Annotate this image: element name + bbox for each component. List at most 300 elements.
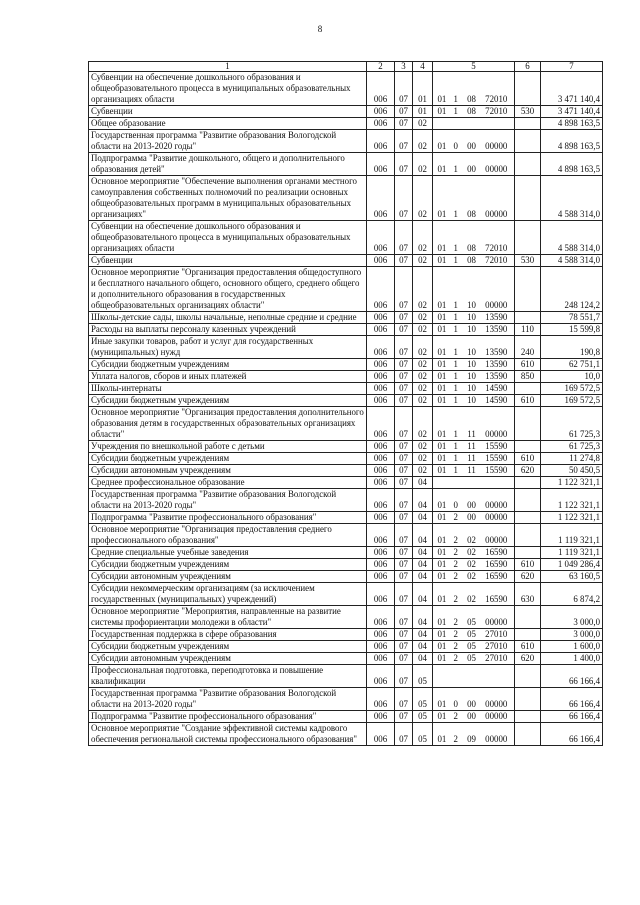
code-target-part: 00 (467, 141, 476, 151)
amount: 4 588 314,0 (541, 255, 603, 267)
code-admin: 006 (367, 547, 395, 559)
table-row (89, 629, 603, 641)
code-subsection: 04 (413, 489, 433, 512)
code-admin: 006 (367, 106, 395, 118)
code-section: 07 (395, 176, 413, 221)
code-subsection: 02 (413, 336, 433, 359)
amount: 62 751,1 (541, 359, 603, 371)
code-target-part: 01 (437, 164, 447, 174)
code-target-part: 01 (437, 383, 447, 393)
code-section: 07 (395, 711, 413, 723)
code-target-part: 02 (467, 594, 476, 604)
code-subsection: 05 (413, 711, 433, 723)
table-row (89, 359, 603, 371)
code-target (433, 465, 515, 477)
code-admin: 006 (367, 130, 395, 153)
code-subsection: 02 (413, 267, 433, 312)
code-target-part: 2 (453, 653, 458, 663)
row-name: Основное мероприятие "Обеспечение выполнения органами местного самоуправления собственных полномочий по реализации основных общеобразовательных программ в муниципальных образовательных организациях" (89, 176, 367, 221)
code-target-part: 14590 (485, 395, 508, 405)
row-name: Иные закупки товаров, работ и услуг для государственных (муниципальных) нужд (89, 336, 367, 359)
code-section: 07 (395, 72, 413, 106)
code-target-part: 01 (437, 653, 447, 663)
table-row (89, 153, 603, 176)
code-section: 07 (395, 255, 413, 267)
code-target-part: 01 (437, 324, 447, 334)
code-target-part: 27010 (485, 653, 508, 663)
code-target-part: 11 (467, 465, 476, 475)
row-name: Расходы на выплаты персоналу казенных учреждений (89, 324, 367, 336)
row-name: Подпрограмма "Развитие профессионального образования" (89, 512, 367, 524)
code-section: 07 (395, 359, 413, 371)
amount: 1 049 286,4 (541, 559, 603, 571)
code-expense-type: 620 (515, 571, 541, 583)
code-admin: 006 (367, 723, 395, 746)
column-header: 6 (515, 62, 541, 72)
code-admin: 006 (367, 559, 395, 571)
code-subsection: 02 (413, 130, 433, 153)
header-row (89, 62, 603, 72)
amount: 4 898 163,5 (541, 118, 603, 130)
code-target-part: 1 (453, 312, 458, 322)
code-target-part: 72010 (485, 94, 508, 104)
code-target-part: 00000 (485, 711, 508, 721)
amount: 3 000,0 (541, 629, 603, 641)
table-row (89, 571, 603, 583)
row-name: Субвенции (89, 255, 367, 267)
code-target-part: 00000 (485, 500, 508, 510)
row-name: Среднее профессиональное образование (89, 477, 367, 489)
amount: 15 599,8 (541, 324, 603, 336)
code-target-part: 01 (437, 629, 447, 639)
code-target-part: 1 (453, 94, 458, 104)
code-target (433, 312, 515, 324)
code-target-part: 05 (467, 653, 476, 663)
row-name: Основное мероприятие "Организация предоставления дополнительного образования детям в государственных образовательных организациях области" (89, 407, 367, 441)
code-section: 07 (395, 106, 413, 118)
code-expense-type: 620 (515, 653, 541, 665)
code-section: 07 (395, 383, 413, 395)
code-expense-type: 240 (515, 336, 541, 359)
code-target-part: 00000 (485, 429, 508, 439)
table-row (89, 489, 603, 512)
code-section: 07 (395, 441, 413, 453)
code-section: 07 (395, 395, 413, 407)
code-target (433, 336, 515, 359)
amount: 10,0 (541, 371, 603, 383)
code-target-part: 15590 (485, 441, 508, 451)
amount: 66 166,4 (541, 711, 603, 723)
table-row (89, 176, 603, 221)
code-subsection: 02 (413, 359, 433, 371)
code-target-part: 10 (467, 359, 476, 369)
table-row (89, 118, 603, 130)
code-admin: 006 (367, 606, 395, 629)
code-target-part: 13590 (485, 347, 508, 357)
code-target-part: 2 (453, 512, 458, 522)
row-name: Государственная поддержка в сфере образования (89, 629, 367, 641)
table-row (89, 512, 603, 524)
code-subsection: 05 (413, 688, 433, 711)
amount: 1 119 321,1 (541, 547, 603, 559)
code-expense-type: 610 (515, 453, 541, 465)
code-expense-type: 610 (515, 395, 541, 407)
code-expense-type (515, 130, 541, 153)
code-subsection: 02 (413, 465, 433, 477)
table-row (89, 477, 603, 489)
amount: 6 874,2 (541, 583, 603, 606)
code-admin: 006 (367, 629, 395, 641)
table-row (89, 221, 603, 255)
code-admin: 006 (367, 118, 395, 130)
code-target-part: 2 (453, 571, 458, 581)
code-subsection: 05 (413, 723, 433, 746)
row-name: Средние специальные учебные заведения (89, 547, 367, 559)
code-section: 07 (395, 118, 413, 130)
row-name: Государственная программа "Развитие образования Вологодской области на 2013-2020 годы" (89, 130, 367, 153)
code-admin: 006 (367, 395, 395, 407)
code-admin: 006 (367, 383, 395, 395)
code-section: 07 (395, 477, 413, 489)
code-section: 07 (395, 153, 413, 176)
amount: 66 166,4 (541, 723, 603, 746)
code-target (433, 688, 515, 711)
code-target-part: 0 (453, 699, 458, 709)
code-admin: 006 (367, 324, 395, 336)
amount: 3 471 140,4 (541, 72, 603, 106)
row-name: Субсидии автономным учреждениям (89, 653, 367, 665)
code-subsection: 04 (413, 524, 433, 547)
column-header: 7 (541, 62, 603, 72)
table-row (89, 336, 603, 359)
code-target-part: 2 (453, 629, 458, 639)
table-row (89, 441, 603, 453)
column-header: 2 (367, 62, 395, 72)
code-target (433, 441, 515, 453)
row-name: Субсидии автономным учреждениям (89, 571, 367, 583)
code-target-part: 16590 (485, 594, 508, 604)
amount: 66 166,4 (541, 688, 603, 711)
code-target-part: 00000 (485, 141, 508, 151)
amount: 4 588 314,0 (541, 176, 603, 221)
code-expense-type: 110 (515, 324, 541, 336)
code-target (433, 524, 515, 547)
code-target (433, 606, 515, 629)
code-section: 07 (395, 130, 413, 153)
code-target-part: 16590 (485, 571, 508, 581)
code-target-part: 1 (453, 324, 458, 334)
code-expense-type (515, 688, 541, 711)
code-target-part: 10 (467, 395, 476, 405)
code-admin: 006 (367, 336, 395, 359)
table-row (89, 606, 603, 629)
row-name: Основное мероприятие "Создание эффективной системы кадрового обеспечения региональной системы профессионального образования" (89, 723, 367, 746)
code-target-part: 16590 (485, 547, 508, 557)
budget-table (88, 61, 603, 746)
code-target-part: 1 (453, 106, 458, 116)
code-target-part: 72010 (485, 106, 508, 116)
code-section: 07 (395, 665, 413, 688)
code-target (433, 665, 515, 688)
row-name: Учреждения по внешкольной работе с детьми (89, 441, 367, 453)
code-target-part: 01 (437, 547, 447, 557)
code-target-part: 10 (467, 383, 476, 393)
code-target-part: 01 (437, 617, 447, 627)
code-section: 07 (395, 688, 413, 711)
code-target-part: 1 (453, 209, 458, 219)
code-target-part: 2 (453, 535, 458, 545)
row-name: Субвенции (89, 106, 367, 118)
table-row (89, 688, 603, 711)
amount: 1 600,0 (541, 641, 603, 653)
row-name: Основное мероприятие "Организация предоставления среднего профессионального образования" (89, 524, 367, 547)
amount: 169 572,5 (541, 395, 603, 407)
code-target-part: 15590 (485, 453, 508, 463)
row-name: Подпрограмма "Развитие дошкольного, общего и дополнительного образования детей" (89, 153, 367, 176)
amount: 61 725,3 (541, 407, 603, 441)
column-header: 4 (413, 62, 433, 72)
table-row (89, 653, 603, 665)
code-target-part: 01 (437, 429, 447, 439)
table-row (89, 453, 603, 465)
code-subsection: 02 (413, 383, 433, 395)
row-name: Общее образование (89, 118, 367, 130)
code-expense-type: 610 (515, 641, 541, 653)
code-admin: 006 (367, 407, 395, 441)
code-target-part: 13590 (485, 371, 508, 381)
code-subsection: 04 (413, 559, 433, 571)
code-section: 07 (395, 559, 413, 571)
code-target (433, 371, 515, 383)
code-target-part: 01 (437, 312, 447, 322)
amount: 66 166,4 (541, 665, 603, 688)
code-expense-type: 530 (515, 106, 541, 118)
amount: 4 898 163,5 (541, 130, 603, 153)
code-target-part: 02 (467, 547, 476, 557)
code-target (433, 477, 515, 489)
code-expense-type (515, 629, 541, 641)
code-target-part: 72010 (485, 243, 508, 253)
code-subsection: 01 (413, 72, 433, 106)
code-target-part: 00000 (485, 734, 508, 744)
code-target-part: 01 (437, 559, 447, 569)
code-target-part: 11 (467, 429, 476, 439)
column-header: 1 (89, 62, 367, 72)
code-target-part: 01 (437, 106, 447, 116)
code-target-part: 05 (467, 617, 476, 627)
code-section: 07 (395, 371, 413, 383)
code-subsection: 04 (413, 606, 433, 629)
code-admin: 006 (367, 641, 395, 653)
code-expense-type (515, 723, 541, 746)
code-target (433, 723, 515, 746)
code-subsection: 02 (413, 395, 433, 407)
row-name: Субсидии бюджетным учреждениям (89, 359, 367, 371)
amount: 78 551,7 (541, 312, 603, 324)
code-admin: 006 (367, 688, 395, 711)
code-admin: 006 (367, 255, 395, 267)
code-section: 07 (395, 653, 413, 665)
code-target-part: 2 (453, 547, 458, 557)
code-target-part: 08 (467, 106, 476, 116)
code-target (433, 489, 515, 512)
code-target-part: 00000 (485, 617, 508, 627)
code-target-part: 02 (467, 571, 476, 581)
code-target-part: 00 (467, 711, 476, 721)
code-target (433, 359, 515, 371)
code-expense-type: 850 (515, 371, 541, 383)
code-target-part: 01 (437, 571, 447, 581)
code-target (433, 72, 515, 106)
code-target-part: 2 (453, 734, 458, 744)
code-target-part: 11 (467, 441, 476, 451)
code-subsection: 04 (413, 477, 433, 489)
row-name: Основное мероприятие "Организация предоставления общедоступного и бесплатного начального общего, основного общего, среднего общего и дополнительного образования в государственных общеобразовательных организациях области" (89, 267, 367, 312)
table-row (89, 711, 603, 723)
code-target-part: 01 (437, 255, 447, 265)
amount: 1 122 321,1 (541, 512, 603, 524)
code-target-part: 27010 (485, 641, 508, 651)
code-target-part: 14590 (485, 383, 508, 393)
code-subsection: 02 (413, 453, 433, 465)
amount: 190,8 (541, 336, 603, 359)
row-name: Субсидии бюджетным учреждениям (89, 395, 367, 407)
row-name: Школы-детские сады, школы начальные, неполные средние и средние (89, 312, 367, 324)
code-admin: 006 (367, 571, 395, 583)
code-target (433, 641, 515, 653)
table-row (89, 547, 603, 559)
code-target-part: 08 (467, 255, 476, 265)
code-target-part: 00 (467, 500, 476, 510)
code-target-part: 01 (437, 535, 447, 545)
code-expense-type: 620 (515, 465, 541, 477)
code-target-part: 10 (467, 324, 476, 334)
code-target (433, 711, 515, 723)
code-target-part: 1 (453, 429, 458, 439)
code-subsection: 02 (413, 221, 433, 255)
table-row (89, 723, 603, 746)
table-row (89, 524, 603, 547)
code-target (433, 407, 515, 441)
code-target-part: 1 (453, 465, 458, 475)
row-name: Государственная программа "Развитие образования Вологодской области на 2013-2020 годы" (89, 489, 367, 512)
code-target-part: 01 (437, 453, 447, 463)
amount: 4 898 163,5 (541, 153, 603, 176)
code-section: 07 (395, 312, 413, 324)
table-row (89, 106, 603, 118)
code-admin: 006 (367, 176, 395, 221)
code-target (433, 395, 515, 407)
code-target-part: 08 (467, 94, 476, 104)
code-admin: 006 (367, 312, 395, 324)
code-expense-type (515, 547, 541, 559)
table-row (89, 465, 603, 477)
code-expense-type: 610 (515, 559, 541, 571)
code-target (433, 629, 515, 641)
code-target (433, 118, 515, 130)
code-admin: 006 (367, 453, 395, 465)
code-expense-type (515, 441, 541, 453)
code-expense-type: 530 (515, 255, 541, 267)
code-section: 07 (395, 641, 413, 653)
row-name: Субсидии бюджетным учреждениям (89, 641, 367, 653)
code-subsection: 02 (413, 176, 433, 221)
code-section: 07 (395, 336, 413, 359)
code-target (433, 512, 515, 524)
code-section: 07 (395, 407, 413, 441)
code-target (433, 324, 515, 336)
amount: 61 725,3 (541, 441, 603, 453)
table-row (89, 312, 603, 324)
code-section: 07 (395, 221, 413, 255)
code-subsection: 02 (413, 371, 433, 383)
code-admin: 006 (367, 221, 395, 255)
table-row (89, 324, 603, 336)
code-expense-type (515, 176, 541, 221)
code-section: 07 (395, 547, 413, 559)
code-target (433, 221, 515, 255)
code-expense-type (515, 606, 541, 629)
code-target-part: 01 (437, 359, 447, 369)
code-target-part: 00 (467, 699, 476, 709)
code-section: 07 (395, 606, 413, 629)
amount: 1 122 321,1 (541, 489, 603, 512)
code-target-part: 01 (437, 500, 447, 510)
code-admin: 006 (367, 524, 395, 547)
code-target-part: 01 (437, 395, 447, 405)
code-target-part: 01 (437, 300, 447, 310)
code-target-part: 1 (453, 359, 458, 369)
row-name: Субсидии автономным учреждениям (89, 465, 367, 477)
code-section: 07 (395, 489, 413, 512)
code-section: 07 (395, 524, 413, 547)
code-subsection: 04 (413, 512, 433, 524)
code-expense-type (515, 477, 541, 489)
code-subsection: 04 (413, 641, 433, 653)
code-expense-type (515, 118, 541, 130)
code-admin: 006 (367, 465, 395, 477)
code-subsection: 04 (413, 653, 433, 665)
code-target-part: 2 (453, 617, 458, 627)
code-target (433, 153, 515, 176)
code-target-part: 01 (437, 243, 447, 253)
code-subsection: 02 (413, 255, 433, 267)
table-row (89, 395, 603, 407)
code-target (433, 267, 515, 312)
code-target-part: 01 (437, 711, 447, 721)
code-target-part: 13590 (485, 324, 508, 334)
code-subsection: 02 (413, 118, 433, 130)
code-expense-type (515, 153, 541, 176)
table-row (89, 407, 603, 441)
code-admin: 006 (367, 153, 395, 176)
code-target-part: 13590 (485, 359, 508, 369)
row-name: Субвенции на обеспечение дошкольного образования и общеобразовательного процесса в муниципальных образовательных организациях области (89, 221, 367, 255)
column-header: 5 (433, 62, 515, 72)
code-subsection: 01 (413, 106, 433, 118)
amount: 248 124,2 (541, 267, 603, 312)
amount: 4 588 314,0 (541, 221, 603, 255)
code-section: 07 (395, 583, 413, 606)
code-subsection: 04 (413, 583, 433, 606)
code-target-part: 00000 (485, 164, 508, 174)
code-admin: 006 (367, 512, 395, 524)
code-target-part: 2 (453, 559, 458, 569)
code-expense-type (515, 524, 541, 547)
code-expense-type (515, 221, 541, 255)
row-name: Уплата налогов, сборов и иных платежей (89, 371, 367, 383)
code-target-part: 72010 (485, 255, 508, 265)
